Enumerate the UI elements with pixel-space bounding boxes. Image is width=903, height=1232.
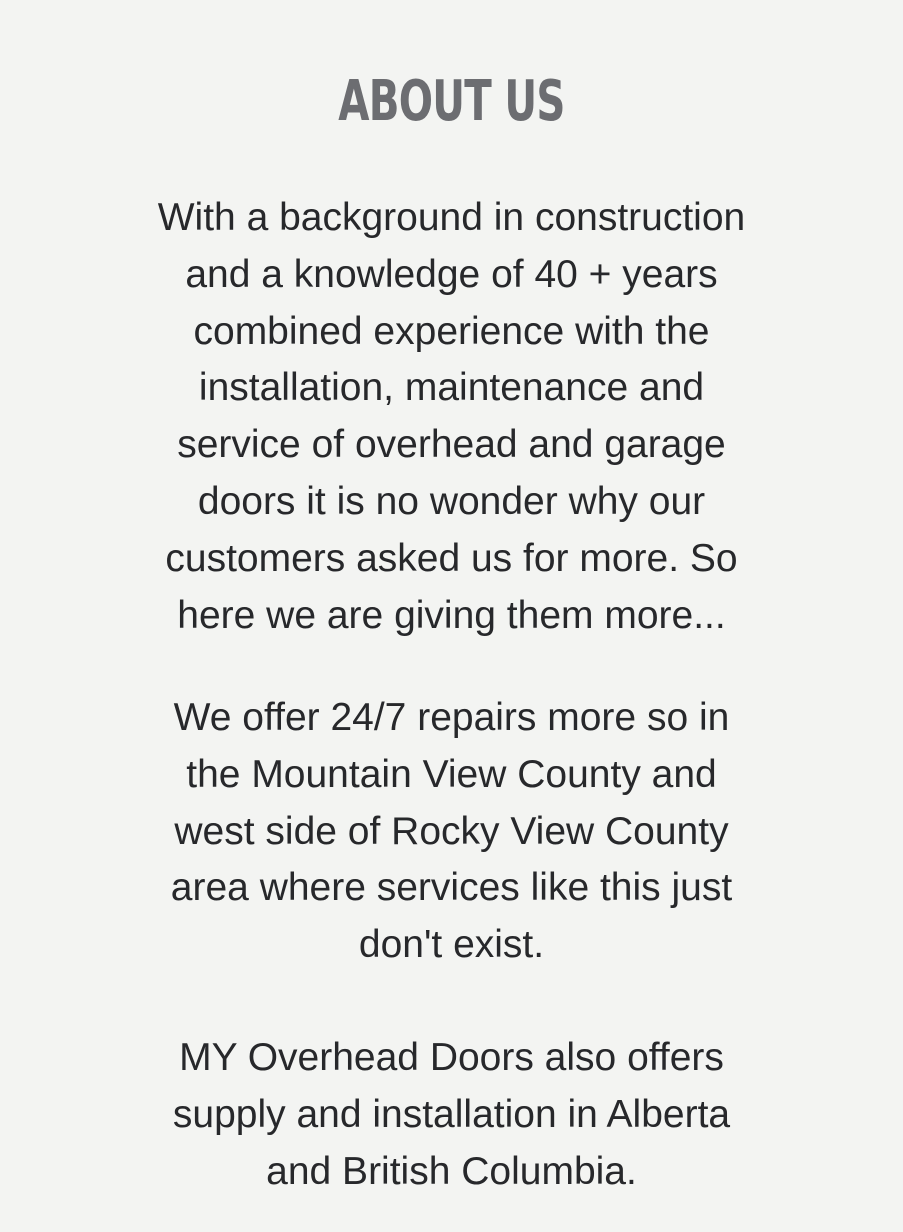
paragraph-line: combined experience with the <box>193 309 710 353</box>
paragraph-line: supply and installation in Alberta <box>172 1092 731 1136</box>
intro-paragraph <box>60 190 843 644</box>
page-title: ABOUT US <box>338 69 565 134</box>
paragraph-line: and British Columbia. <box>266 1149 637 1193</box>
paragraph-line: MY Overhead Doors also offers <box>179 1036 724 1079</box>
paragraph-line: don't exist. <box>358 923 545 967</box>
coverage-paragraph <box>60 1030 843 1200</box>
paragraph-line: the Mountain View County and <box>186 752 717 796</box>
paragraph-line: We offer 24/7 repairs more so in <box>173 696 730 739</box>
paragraph-line: and a knowledge of 40 + years <box>185 252 718 296</box>
paragraph-line: doors it is no wonder why our <box>197 479 706 523</box>
paragraph-line: area where services like this just <box>170 866 733 910</box>
services-paragraph <box>60 690 843 974</box>
paragraph-line: west side of Rocky View County <box>174 809 729 853</box>
paragraph-line: installation, maintenance and <box>198 366 705 410</box>
paragraph-line: here we are giving them more... <box>177 593 726 637</box>
paragraph-line: With a background in construction <box>157 196 746 239</box>
paragraph-line: customers asked us for more. So <box>165 536 738 580</box>
paragraph-line: service of overhead and garage <box>177 423 726 467</box>
